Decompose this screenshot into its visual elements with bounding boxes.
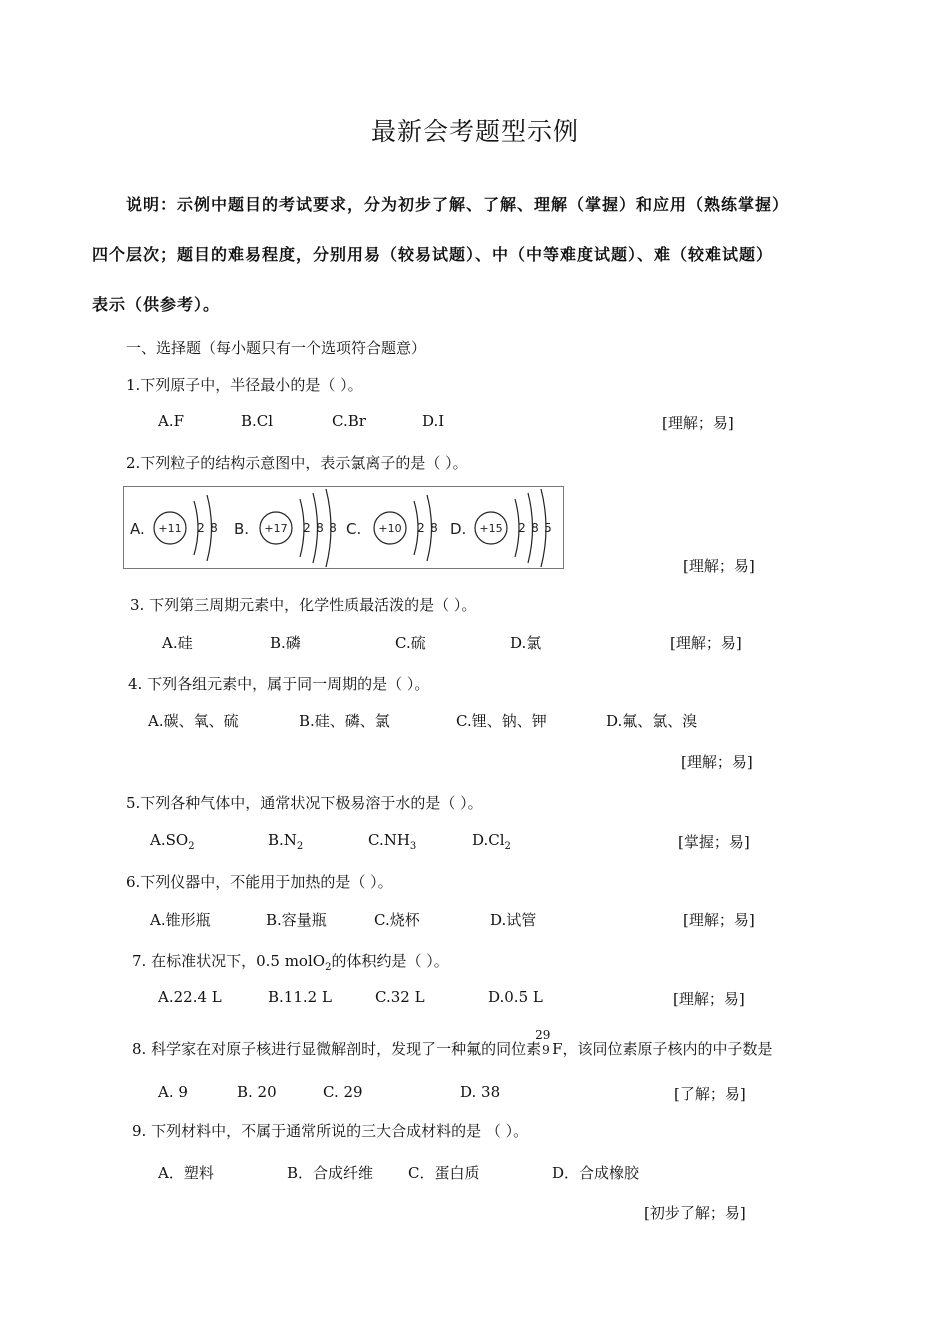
question-2-tag: [理解；易] [683,557,755,575]
question-5-stem: 5.下列各种气体中，通常状况下极易溶于水的是（ ）。 [126,794,483,812]
question-9-option-d: D．合成橡胶 [552,1164,640,1182]
question-9-option-a: A．塑料 [158,1164,214,1182]
shell-b-3: 8 [329,521,337,535]
atomic-structure-diagrams [124,487,563,568]
intro-line-3: 表示（供参考）。 [92,295,221,314]
question-8-option-b: B. 20 [237,1083,277,1101]
question-4-option-d: D.氟、氯、溴 [606,712,698,730]
shell-d-2: 8 [531,521,539,535]
figure-label-d: D. [450,520,467,538]
question-1-option-a: A.F [158,412,185,430]
question-8-tag: [了解；易] [674,1085,746,1103]
question-9-tag: [初步了解；易] [644,1204,746,1222]
question-5-option-b: $B.N_2$ [268,831,304,852]
question-7-option-c: C.32 L [375,988,425,1006]
shell-c-1: 2 [417,521,425,535]
figure-label-a: A. [130,520,145,538]
shell-b-1: 2 [303,521,311,535]
question-7-stem: 7. 在标准状况下，0.5 molO$_2$的体积约是（ ）。 [132,952,449,973]
question-3-option-b: B.磷 [270,634,301,652]
section-heading: 一、选择题（每小题只有一个选项符合题意） [126,339,427,357]
question-8-option-c: C. 29 [323,1083,363,1101]
question-8-option-a: A. 9 [158,1083,188,1101]
figure-label-b: B. [234,520,250,538]
question-3-option-d: D.氯 [510,634,542,652]
question-9-option-c: C．蛋白质 [408,1164,480,1182]
atomic-structure-figure [123,486,564,569]
question-5-option-d: $D.Cl_2$ [472,831,511,852]
shell-c-2: 8 [430,521,438,535]
isotope-notation: 29 9 [535,1028,551,1057]
shell-b-2: 8 [316,521,324,535]
question-6-stem: 6.下列仪器中，不能用于加热的是（ ）。 [126,873,393,891]
question-9-option-b: B．合成纤维 [287,1164,374,1182]
question-3-option-c: C.硫 [395,634,426,652]
question-7-option-b: B.11.2 L [268,988,332,1006]
question-6-option-b: B.容量瓶 [266,911,327,929]
figure-label-c: C. [346,520,362,538]
question-1-option-b: B.Cl [241,412,274,430]
shell-a-1: 2 [197,521,205,535]
question-4-option-c: C.锂、钠、钾 [456,712,547,730]
shell-d-3: 5 [544,521,552,535]
question-6-tag: [理解；易] [683,911,755,929]
nucleus-c: +10 [378,522,402,535]
nucleus-a: +11 [158,522,182,535]
question-6-option-d: D.试管 [490,911,537,929]
nucleus-d: +15 [479,522,503,535]
question-6-option-c: C.烧杯 [374,911,420,929]
question-4-option-b: B.硅、磷、氯 [299,712,390,730]
question-7-option-d: D.0.5 L [488,988,543,1006]
question-1-tag: [理解；易] [662,414,734,432]
question-9-stem: 9. 下列材料中，不属于通常所说的三大合成材料的是 （ ）。 [132,1122,529,1140]
nucleus-b: +17 [264,522,288,535]
question-8-stem: 8. 科学家在对原子核进行显微解剖时，发现了一种氟的同位素 29 9 F，该同位素原子核内的中子数是 [132,1028,773,1058]
intro-line-1: 说明：示例中题目的考试要求，分为初步了解、了解、理解（掌握）和应用（熟练掌握） [126,195,790,214]
shell-d-1: 2 [518,521,526,535]
question-3-stem: 3. 下列第三周期元素中，化学性质最活泼的是（ ）。 [130,596,477,614]
question-4-stem: 4. 下列各组元素中，属于同一周期的是（ ）。 [128,675,430,693]
question-8-option-d: D. 38 [460,1083,501,1101]
question-1-option-c: C.Br [332,412,366,430]
question-1-option-d: D.I [422,412,445,430]
question-6-option-a: A.锥形瓶 [150,911,211,929]
question-3-tag: [理解；易] [670,634,742,652]
shell-a-2: 8 [210,521,218,535]
question-3-option-a: A.硅 [162,634,193,652]
question-5-tag: [掌握；易] [678,833,750,851]
page-title: 最新会考题型示例 [370,117,579,146]
question-1-stem: 1.下列原子中，半径最小的是（ ）。 [126,376,363,394]
question-5-option-c: $C.NH_3$ [368,831,417,852]
question-4-option-a: A.碳、氧、硫 [148,712,239,730]
question-5-option-a: $A.SO_2$ [150,831,195,852]
question-7-tag: [理解；易] [673,990,745,1008]
question-2-stem: 2.下列粒子的结构示意图中，表示氯离子的是（ ）。 [126,454,468,472]
question-4-tag: [理解；易] [681,753,753,771]
intro-line-2: 四个层次；题目的难易程度，分别用易（较易试题）、中（中等难度试题）、难（较难试题） [92,245,774,264]
question-7-option-a: A.22.4 L [158,988,222,1006]
